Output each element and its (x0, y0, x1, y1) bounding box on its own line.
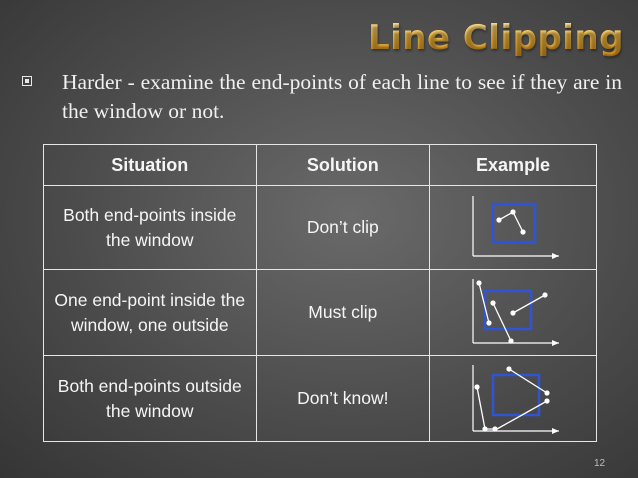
situation-cell: One end-point inside the window, one outside (44, 270, 257, 356)
header-situation: Situation (44, 145, 257, 186)
example-cell (430, 356, 597, 442)
table-row (44, 270, 597, 356)
example-cell (430, 270, 597, 356)
situation-cell: Both end-points outside the window (44, 356, 257, 442)
endpoint (510, 209, 515, 214)
example-both-inside-diagram (463, 192, 563, 264)
table-header-row (44, 145, 597, 186)
solution-cell: Must clip (256, 270, 430, 356)
endpoint (490, 300, 495, 305)
endpoint (542, 292, 547, 297)
page-number: 12 (594, 458, 606, 469)
table-row (44, 186, 597, 270)
x-axis-arrow (552, 340, 559, 346)
x-axis-arrow (552, 253, 559, 259)
example-one-inside-diagram (463, 275, 563, 351)
line-segment (493, 303, 511, 341)
endpoint (486, 320, 491, 325)
situations-table (43, 144, 597, 442)
endpoint (508, 338, 513, 343)
x-axis-arrow (552, 428, 559, 434)
endpoint (492, 426, 497, 431)
line-segment (509, 369, 547, 393)
endpoint (476, 280, 481, 285)
endpoint (474, 384, 479, 389)
endpoint (506, 366, 511, 371)
header-example: Example (430, 145, 597, 186)
example-cell (430, 186, 597, 270)
line-segment (513, 295, 545, 313)
line-segment (499, 212, 523, 232)
endpoint (544, 390, 549, 395)
solution-cell: Don’t know! (256, 356, 430, 442)
header-solution: Solution (256, 145, 430, 186)
endpoint (510, 310, 515, 315)
endpoint (520, 229, 525, 234)
bullet-point (22, 68, 622, 126)
situation-cell: Both end-points inside the window (44, 186, 257, 270)
clip-window (485, 291, 531, 329)
endpoint (496, 217, 501, 222)
bullet-square-icon (22, 76, 32, 86)
slide-title: Line Clipping (367, 18, 624, 58)
example-both-outside-diagram (463, 361, 563, 437)
endpoint (544, 398, 549, 403)
table-row (44, 356, 597, 442)
solution-cell: Don’t clip (256, 186, 430, 270)
bullet-text: Harder - examine the end-points of each line to see if they are in the window or not. (62, 70, 622, 123)
endpoint (482, 426, 487, 431)
